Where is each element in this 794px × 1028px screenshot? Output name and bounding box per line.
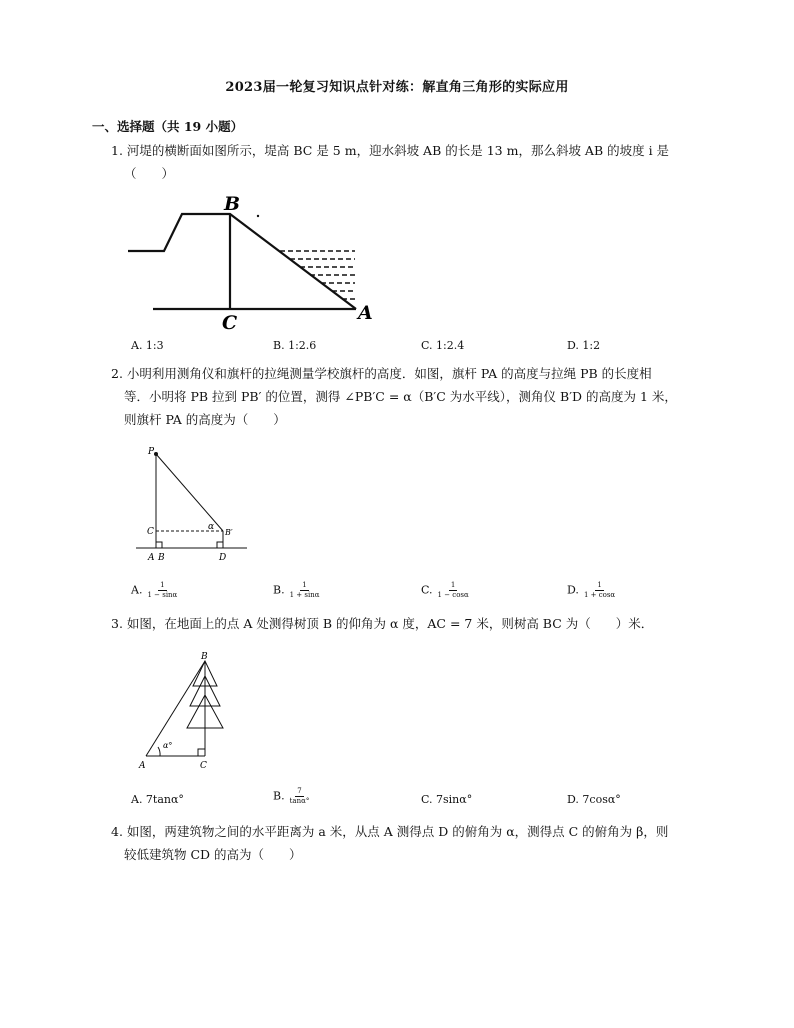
q1-option-c[interactable]: C. 1:2.4 <box>421 339 465 352</box>
question-1-line-2: （ ） <box>124 166 175 181</box>
question-2-line-1: 2. 小明利用测角仪和旗杆的拉绳测量学校旗杆的高度．如图，旗杆 PA 的高度与拉绳 PB 的长度相 <box>111 366 652 381</box>
label-B-q2: B <box>158 553 165 563</box>
label-A-q3: A <box>139 761 146 771</box>
q2-option-b-fraction <box>288 581 322 600</box>
q3-option-d[interactable]: D. 7cosα° <box>567 793 621 806</box>
q2-option-d-fraction <box>582 581 617 600</box>
label-A: A <box>358 302 373 324</box>
question-1-line-1: 1. 河堤的横断面如图所示，堤高 BC 是 5 m，迎水斜坡 AB 的长是 13 m，那么斜坡 AB 的坡度 i 是 <box>111 143 670 158</box>
label-A-q2: A <box>148 553 155 563</box>
numerator: 1 <box>450 581 456 589</box>
q3-option-b-fraction <box>288 787 312 806</box>
question-4-line-2: 较低建筑物 CD 的高为（ ） <box>124 847 302 862</box>
denominator: 1 − sinα <box>147 591 178 599</box>
q2-option-c-letter: C. <box>421 583 433 597</box>
water-lines <box>280 251 355 299</box>
denominator: 1 + cosα <box>583 591 616 599</box>
question-4-text <box>111 820 668 866</box>
label-C-q3: C <box>200 761 207 771</box>
q2-option-c[interactable] <box>421 581 471 600</box>
denominator: tanα° <box>289 797 310 805</box>
section-heading: 一、选择题（共 19 小题） <box>92 119 244 134</box>
q2-option-d[interactable] <box>567 581 617 600</box>
question-4-line-1: 4. 如图，两建筑物之间的水平距离为 a 米，从点 A 测得点 D 的俯角为 α，测得点 C 的俯角为 β，则 <box>111 824 669 839</box>
q2-option-b-letter: B. <box>273 583 285 597</box>
label-D-q2: D <box>219 553 227 563</box>
q3-option-c[interactable]: C. 7sinα° <box>421 793 473 806</box>
label-C: C <box>222 312 238 333</box>
numerator: 1 <box>302 581 307 589</box>
q3-option-a[interactable]: A. 7tanα° <box>131 793 184 806</box>
q2-option-a-fraction <box>145 581 179 600</box>
q1-option-d[interactable]: D. 1:2 <box>567 339 601 352</box>
q2-option-d-letter: D. <box>567 583 579 597</box>
label-P: P <box>148 447 155 457</box>
question-2-line-3: 则旗杆 PA 的高度为（ ） <box>124 412 286 427</box>
q2-option-a[interactable] <box>131 581 179 600</box>
q2-option-b[interactable] <box>273 581 321 600</box>
figure-3-tree <box>136 648 226 773</box>
denominator: 1 − cosα <box>437 591 469 599</box>
label-C-q2: C <box>147 527 154 537</box>
label-B-q3: B <box>201 652 208 662</box>
label-alpha-q3: α° <box>163 741 173 750</box>
question-1-text <box>111 139 669 185</box>
denominator: 1 + sinα <box>289 591 320 599</box>
document-title: 2023届一轮复习知识点针对练：解直角三角形的实际应用 <box>225 80 569 95</box>
label-alpha-q2: α <box>208 522 215 532</box>
q1-option-a[interactable]: A. 1:3 <box>131 339 164 352</box>
numerator: 1 <box>160 581 165 589</box>
numerator: 7 <box>297 787 302 795</box>
question-3-text <box>111 612 653 635</box>
q3-option-b[interactable] <box>273 787 311 806</box>
label-B: B <box>224 193 241 215</box>
numerator: 1 <box>597 581 602 589</box>
label-B-prime: B′ <box>225 528 233 537</box>
question-2-text <box>111 362 677 431</box>
q3-option-b-letter: B. <box>273 789 285 803</box>
question-3-line-1: 3. 如图，在地面上的点 A 处测得树顶 B 的仰角为 α 度，AC = 7 米，则树高 BC 为（ ）米． <box>111 616 654 631</box>
figure-1-embankment <box>120 188 380 333</box>
question-2-line-2: 等．小明将 PB 拉到 PB′ 的位置，测得 ∠PB′C = α（B′C 为水平线），测角仪 B′D 的高度为 1 米， <box>124 389 677 404</box>
figure-2-flagpole <box>130 440 255 565</box>
q2-option-c-fraction <box>436 581 471 600</box>
q2-option-a-letter: A. <box>131 583 143 597</box>
q1-option-b[interactable]: B. 1:2.6 <box>273 339 317 352</box>
